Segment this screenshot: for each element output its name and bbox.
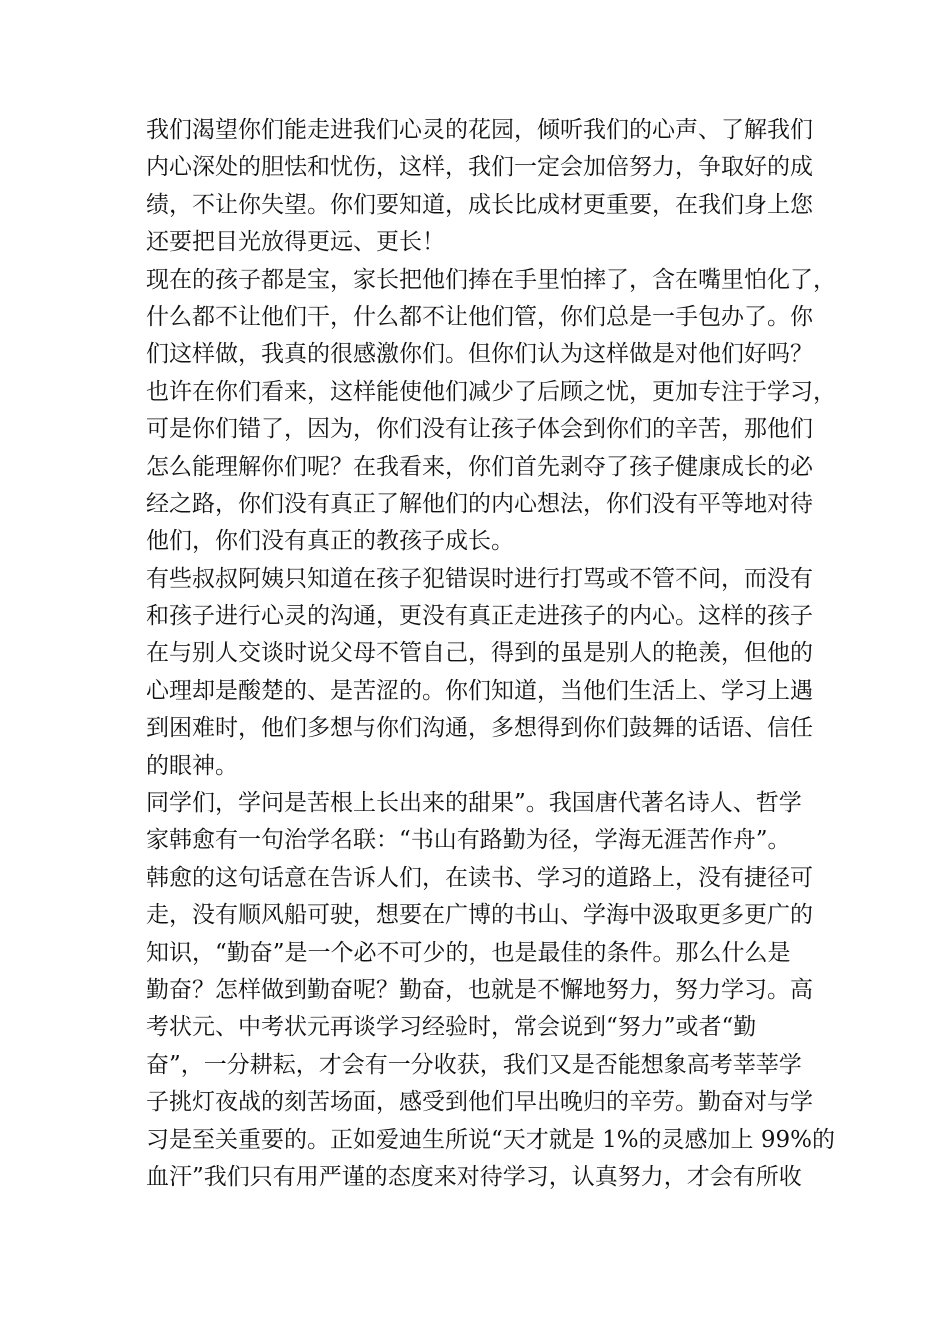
text-line: 习是至关重要的。正如爱迪生所说“天才就是 1%的灵感加上 99%的 [146, 1126, 835, 1153]
text-line: 家韩愈有一句治学名联：“书山有路勤为径，学海无涯苦作舟”。 [146, 827, 791, 854]
text-line: 也许在你们看来，这样能使他们减少了后顾之忧，更加专注于学习， [146, 378, 836, 405]
text-line: 和孩子进行心灵的沟通，更没有真正走进孩子的内心。这样的孩子 [146, 603, 813, 630]
text-line: 可是你们错了，因为，你们没有让孩子体会到你们的辛苦，那他们 [146, 416, 813, 443]
text-line: 考状元、中考状元再谈学习经验时，常会说到“努力”或者“勤 [146, 1014, 757, 1041]
text-line: 到困难时，他们多想与你们沟通，多想得到你们鼓舞的话语、信任 [146, 715, 813, 742]
text-line: 奋”，一分耕耘，才会有一分收获，我们又是否能想象高考莘莘学 [146, 1051, 802, 1078]
text-line: 韩愈的这句话意在告诉人们，在读书、学习的道路上，没有捷径可 [146, 864, 813, 891]
text-line: 勤奋？怎样做到勤奋呢？勤奋，也就是不懈地努力，努力学习。高 [146, 976, 813, 1003]
text-line: 还要把目光放得更远、更长！ [146, 229, 445, 256]
text-line: 经之路，你们没有真正了解他们的内心想法，你们没有平等地对待 [146, 490, 813, 517]
text-line: 怎么能理解你们呢？在我看来，你们首先剥夺了孩子健康成长的必 [146, 453, 813, 480]
text-line: 什么都不让他们干，什么都不让他们管，你们总是一手包办了。你 [146, 303, 813, 330]
document-body [146, 112, 836, 1196]
text-line: 血汗”我们只有用严谨的态度来对待学习，认真努力，才会有所收 [146, 1163, 802, 1190]
text-line: 现在的孩子都是宝，家长把他们捧在手里怕摔了，含在嘴里怕化了， [146, 266, 836, 293]
text-line: 子挑灯夜战的刻苦场面，感受到他们早出晚归的辛劳。勤奋对与学 [146, 1089, 813, 1116]
text-line: 他们，你们没有真正的教孩子成长。 [146, 528, 514, 555]
text-line: 绩，不让你失望。你们要知道，成长比成材更重要，在我们身上您 [146, 191, 813, 218]
text-line: 知识，“勤奋”是一个必不可少的，也是最佳的条件。那么什么是 [146, 939, 791, 966]
text-line: 们这样做，我真的很感激你们。但你们认为这样做是对他们好吗？ [146, 341, 813, 368]
text-line: 走，没有顺风船可驶，想要在广博的书山、学海中汲取更多更广的 [146, 902, 813, 929]
text-line: 内心深处的胆怯和忧伤，这样，我们一定会加倍努力，争取好的成 [146, 154, 813, 181]
text-line: 心理却是酸楚的、是苦涩的。你们知道，当他们生活上、学习上遇 [146, 677, 813, 704]
text-line: 的眼神。 [146, 752, 238, 779]
text-line: 我们渴望你们能走进我们心灵的花园，倾听我们的心声、了解我们 [146, 117, 813, 143]
text-line: 有些叔叔阿姨只知道在孩子犯错误时进行打骂或不管不问，而没有 [146, 565, 813, 592]
text-line: 同学们，学问是苦根上长出来的甜果”。我国唐代著名诗人、哲学 [146, 790, 802, 817]
text-line: 在与别人交谈时说父母不管自己，得到的虽是别人的艳羡，但他的 [146, 640, 813, 667]
